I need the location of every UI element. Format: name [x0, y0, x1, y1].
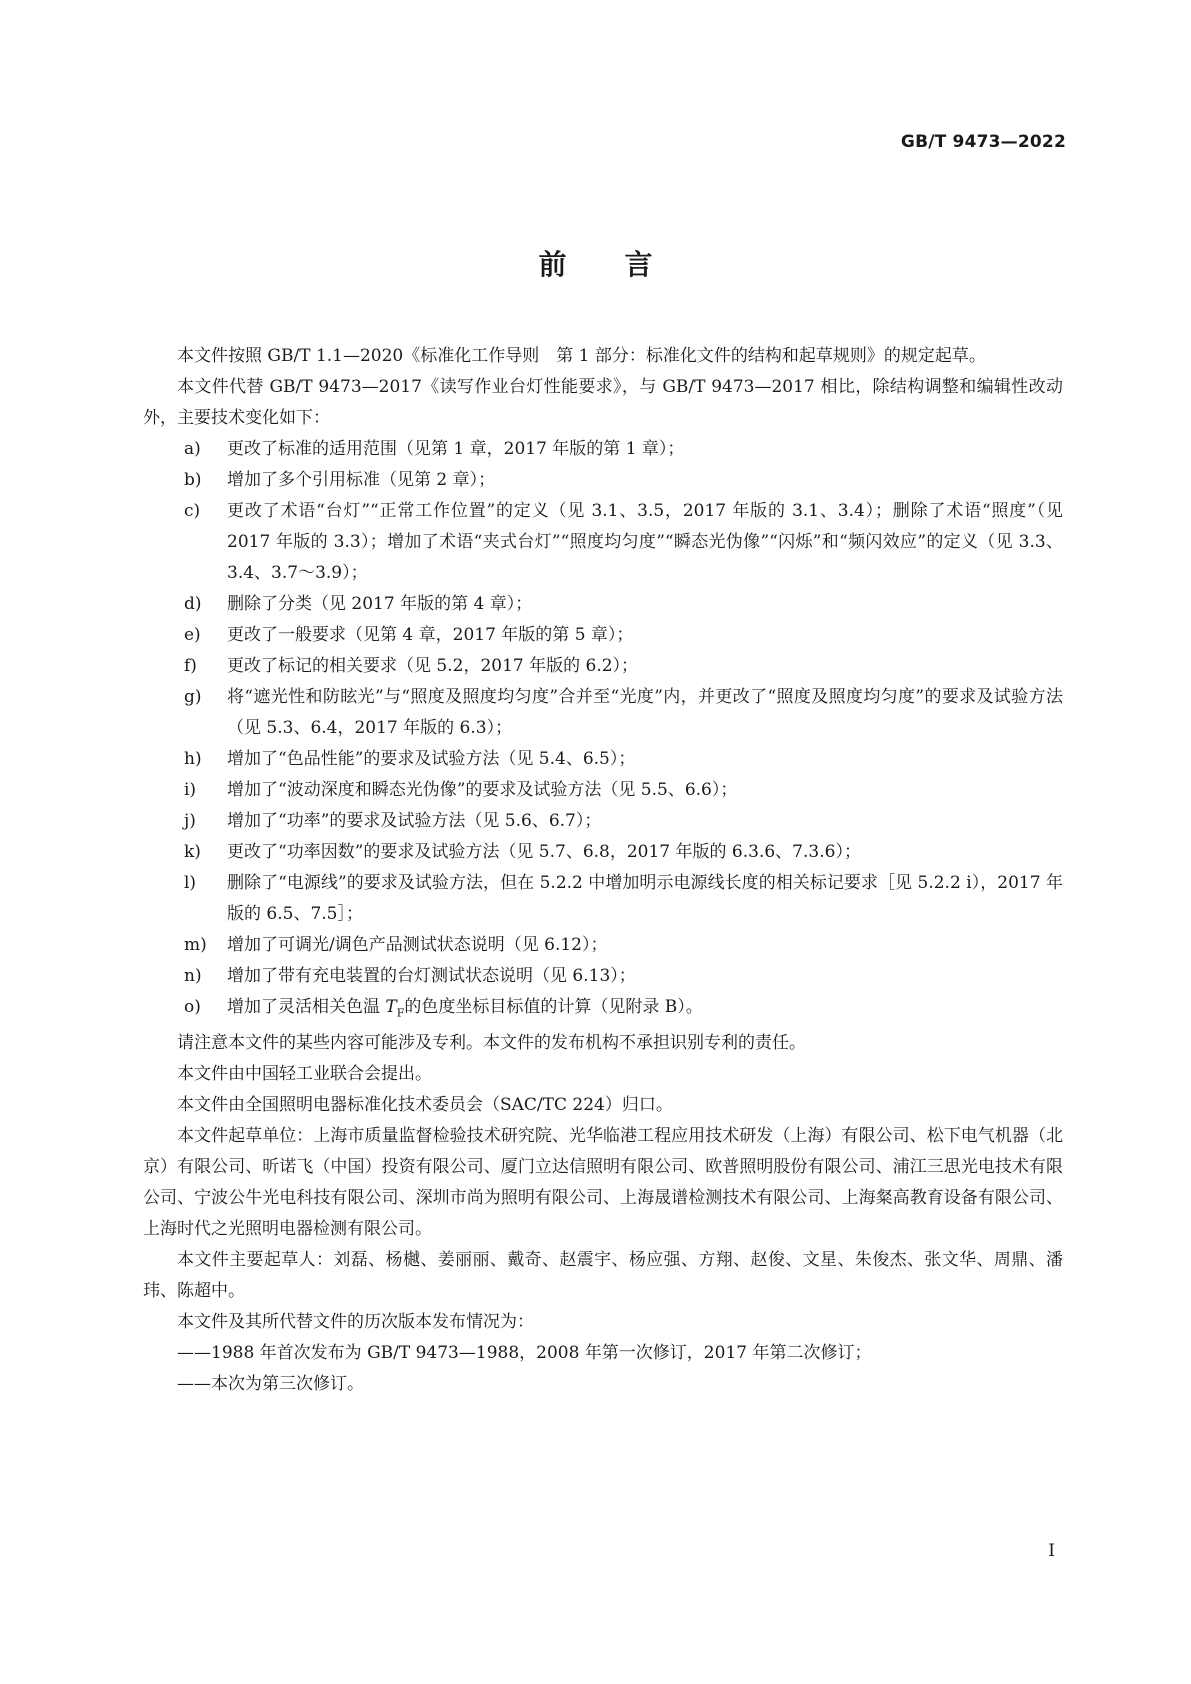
page-title: 前言 [538, 248, 711, 281]
change-item-o [143, 992, 1063, 1028]
change-item-d [143, 589, 1063, 620]
change-label: a) [184, 439, 201, 459]
drafting-units: 本文件起草单位：上海市质量监督检验技术研究院、光华临港工程应用技术研发（上海）有限公司、松下电气机器（北京）有限公司、昕诺飞（中国）投资有限公司、厦门立达信照明有限公司、欧普照明股份有限公司、浦江三思光电技术有限公司、宁波公牛光电科技有限公司、深圳市尚为照明有限公司、上海晟谱检测技术有限公司、上海粲高教育设备有限公司、上海时代之光照明电器检测有限公司。 [143, 1126, 1063, 1240]
change-text: 增加了带有充电装置的台灯测试状态说明（见 6.13）； [227, 966, 636, 986]
change-text: 更改了标记的相关要求（见 5.2，2017 年版的 6.2）； [227, 656, 639, 676]
change-item-m [143, 930, 1063, 961]
change-item-b [143, 465, 1063, 496]
change-item-g [143, 682, 1063, 744]
change-label: f) [184, 656, 197, 676]
change-label: b) [184, 470, 202, 490]
change-label: o) [184, 997, 201, 1017]
change-item-f [143, 651, 1063, 682]
change-text: 增加了“色品性能”的要求及试验方法（见 5.4、6.5）； [227, 749, 636, 769]
page-number: I [1048, 1541, 1055, 1561]
change-text: 删除了“电源线”的要求及试验方法，但在 5.2.2 中增加明示电源线长度的相关标记要求［见 5.2.2 i），2017 年版的 6.5、7.5］； [227, 873, 1063, 924]
change-label: g) [184, 687, 202, 707]
change-item-h [143, 744, 1063, 775]
cct-subscript: F [396, 1006, 405, 1020]
patent-notice: 请注意本文件的某些内容可能涉及专利。本文件的发布机构不承担识别专利的责任。 [177, 1033, 806, 1054]
change-text: 更改了一般要求（见第 4 章，2017 年版的第 5 章）； [227, 625, 634, 645]
change-item-j [143, 806, 1063, 837]
history-intro: 本文件及其所代替文件的历次版本发布情况为： [177, 1312, 534, 1333]
proposer-statement: 本文件由中国轻工业联合会提出。 [177, 1064, 432, 1085]
change-item-i [143, 775, 1063, 806]
change-label: l) [184, 873, 197, 893]
change-text-after: 的色度坐标目标值的计算（见附录 B）。 [404, 997, 703, 1017]
change-label: n) [184, 966, 202, 986]
paragraph-replacement: 本文件代替 GB/T 9473—2017《读写作业台灯性能要求》，与 GB/T 9473—2017 相比，除结构调整和编辑性改动外，主要技术变化如下： [143, 377, 1063, 428]
change-text-before: 增加了灵活相关色温 [227, 997, 386, 1017]
change-text: 增加了“波动深度和瞬态光伪像”的要求及试验方法（见 5.5、6.6）； [227, 780, 738, 800]
paragraph-basis: 本文件按照 GB/T 1.1—2020《标准化工作导则 第 1 部分：标准化文件的结构和起草规则》的规定起草。 [177, 346, 986, 366]
change-text: 更改了标准的适用范围（见第 1 章，2017 年版的第 1 章）； [227, 439, 685, 459]
foreword-body [143, 341, 1063, 1400]
change-label: c) [184, 501, 201, 521]
change-label: d) [184, 594, 202, 614]
centralized-statement: 本文件由全国照明电器标准化技术委员会（SAC/TC 224）归口。 [177, 1095, 673, 1116]
change-label: k) [184, 842, 201, 862]
change-label: i) [184, 780, 197, 800]
change-label: h) [184, 749, 202, 769]
change-text: 更改了“功率因数”的要求及试验方法（见 5.7、6.8，2017 年版的 6.3.6、7.3.6）； [227, 842, 861, 862]
change-item-e [143, 620, 1063, 651]
change-text: 删除了分类（见 2017 年版的第 4 章）； [227, 594, 533, 614]
change-text: 将“遮光性和防眩光”与“照度及照度均匀度”合并至“光度”内，并更改了“照度及照度均匀度”的要求及试验方法（见 5.3、6.4，2017 年版的 6.3）； [227, 687, 1063, 738]
change-label: j) [184, 811, 196, 831]
change-item-l [143, 868, 1063, 930]
change-text: 增加了可调光/调色产品测试状态说明（见 6.12）； [227, 935, 608, 955]
change-item-c [143, 496, 1063, 589]
change-text: 增加了多个引用标准（见第 2 章）； [227, 470, 496, 490]
history-item: ——1988 年首次发布为 GB/T 9473—1988，2008 年第一次修订，2017 年第二次修订； [177, 1343, 872, 1364]
change-item-k [143, 837, 1063, 868]
change-label: e) [184, 625, 201, 645]
change-label: m) [184, 935, 207, 955]
cct-symbol: T [385, 997, 397, 1017]
change-item-n [143, 961, 1063, 992]
change-text [227, 992, 1063, 1028]
change-item-a [143, 434, 1063, 465]
change-text: 更改了术语“台灯”“正常工作位置”的定义（见 3.1、3.5，2017 年版的 3.1、3.4）；删除了术语“照度”（见 2017 年版的 3.3）；增加了术语“夹式台灯”“照度均匀度”“瞬态光伪像”“闪烁”和“频闪效应”的定义（见 3.3、3.4、3.7～3.9）； [227, 501, 1063, 583]
history-item: ——本次为第三次修订。 [177, 1374, 364, 1395]
change-text: 增加了“功率”的要求及试验方法（见 5.6、6.7）； [227, 811, 602, 831]
standard-number: GB/T 9473—2022 [900, 132, 1066, 152]
drafters: 本文件主要起草人：刘磊、杨樾、姜丽丽、戴奇、赵震宇、杨应强、方翔、赵俊、文星、朱俊杰、张文华、周鼎、潘玮、陈超中。 [143, 1250, 1063, 1302]
